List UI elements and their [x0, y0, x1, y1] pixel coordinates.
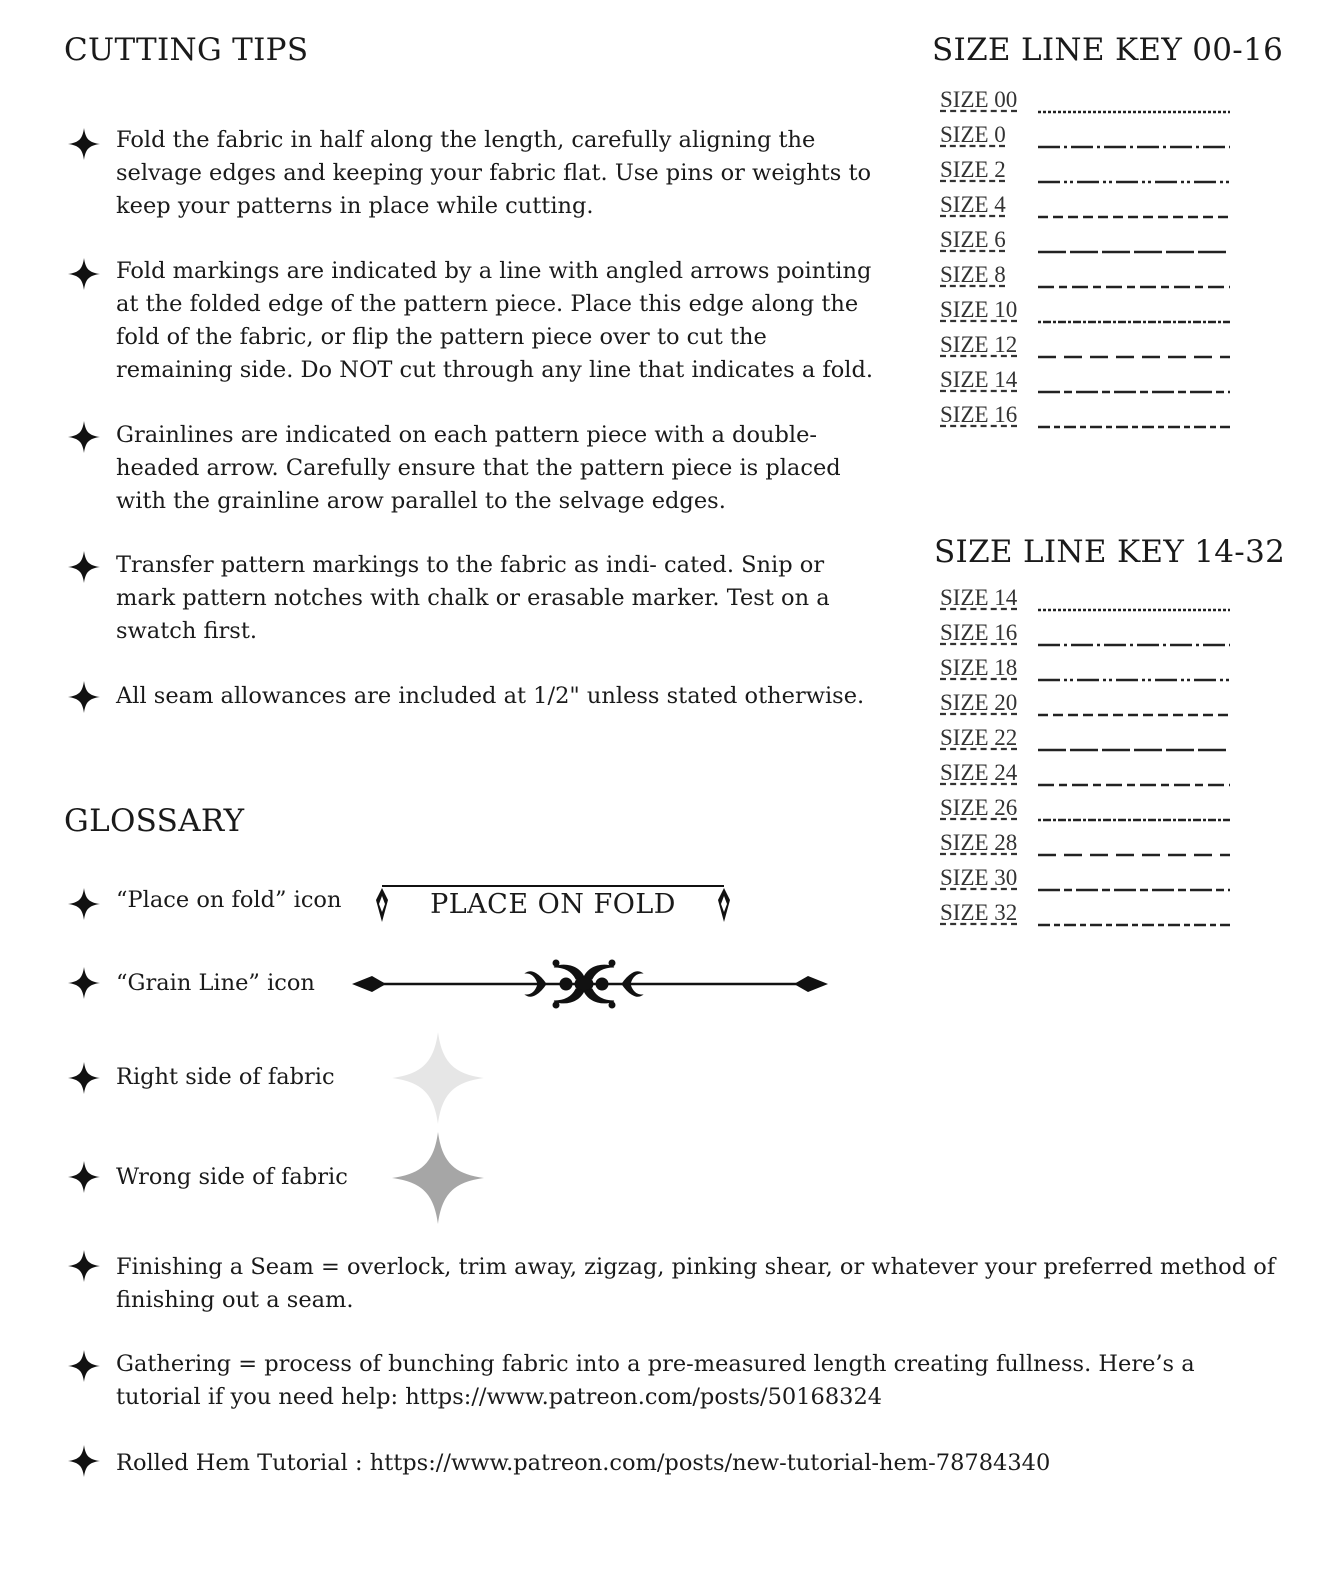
place-on-fold-icon-text: PLACE ON FOLD — [430, 889, 676, 920]
size-label: SIZE 30 — [940, 865, 1018, 890]
size-key-1-heading: SIZE LINE KEY 00-16 — [932, 32, 1284, 68]
size-key-2-row — [938, 759, 1238, 794]
size-key-1-row — [938, 86, 1238, 121]
tip-text: All seam allowances are included at 1/2" unless stated otherwise. — [116, 683, 865, 709]
size-key-1-row — [938, 331, 1238, 366]
size-label: SIZE 2 — [940, 157, 1006, 182]
cutting-tips-heading: CUTTING TIPS — [64, 32, 309, 68]
four-point-star-icon — [67, 1444, 101, 1478]
size-label: SIZE 18 — [940, 655, 1018, 680]
size-key-1-row — [938, 156, 1238, 191]
four-point-star-icon — [67, 1160, 101, 1194]
tip-text: Grainlines are indicated on each pattern piece with a double-headed arrow. Carefully ensure that the pattern piece is placed with the grainline arow parallel to the selvage edges. — [116, 422, 841, 514]
size-key-2-row — [938, 619, 1238, 654]
size-key-1-row — [938, 296, 1238, 331]
size-key-1-row — [938, 261, 1238, 296]
grain-line-label: “Grain Line” icon — [116, 970, 315, 996]
grain-line-icon — [350, 955, 830, 1013]
glossary-heading: GLOSSARY — [64, 803, 245, 839]
size-label: SIZE 4 — [940, 192, 1006, 217]
size-key-2-row — [938, 899, 1238, 934]
size-label: SIZE 24 — [940, 760, 1018, 785]
size-label: SIZE 20 — [940, 690, 1018, 715]
size-key-2-row — [938, 584, 1238, 619]
tip-text: Transfer pattern markings to the fabric as indi- cated. Snip or mark pattern notches with chalk or erasable marker. Test on a swatch first. — [116, 552, 830, 644]
gathering-text: Gathering = process of bunching fabric into a pre-measured length creating fullness. Here’s a tutorial if you need help: https://www.patreon.com/posts/50168324 — [116, 1351, 1195, 1410]
four-point-star-icon — [67, 1061, 101, 1095]
four-point-star-icon — [67, 1349, 101, 1383]
four-point-star-icon — [67, 257, 101, 291]
size-label: SIZE 14 — [940, 367, 1018, 392]
size-label: SIZE 22 — [940, 725, 1018, 750]
size-key-1-row — [938, 191, 1238, 226]
size-label: SIZE 0 — [940, 122, 1006, 147]
size-key-2-list — [938, 584, 1238, 934]
size-label: SIZE 16 — [940, 402, 1018, 427]
four-point-star-icon — [67, 127, 101, 161]
size-label: SIZE 10 — [940, 297, 1018, 322]
size-key-2-row — [938, 864, 1238, 899]
four-point-star-icon — [67, 966, 101, 1000]
tip-text: Fold markings are indicated by a line with angled arrows pointing at the folded edge of the pattern piece. Place this edge along the fold of the fabric, or flip the pattern piece over to cut the remaining side. Do NOT cut through any line that indicates a fold. — [116, 258, 874, 383]
size-label: SIZE 28 — [940, 830, 1018, 855]
size-label: SIZE 6 — [940, 227, 1006, 252]
tip-text: Fold the fabric in half along the length, carefully aligning the selvage edges and keeping your fabric flat. Use pins or weights to keep your patterns in place while cutting. — [116, 127, 872, 219]
size-key-2-row — [938, 724, 1238, 759]
size-key-2-heading: SIZE LINE KEY 14-32 — [934, 534, 1286, 570]
four-point-star-icon — [67, 1249, 101, 1283]
size-label: SIZE 26 — [940, 795, 1018, 820]
rolled-hem-text: Rolled Hem Tutorial : https://www.patreon.com/posts/new-tutorial-hem-78784340 — [116, 1450, 1051, 1476]
right-side-star-icon — [392, 1032, 484, 1124]
size-key-1-row — [938, 366, 1238, 401]
size-label: SIZE 00 — [940, 87, 1018, 112]
place-on-fold-label: “Place on fold” icon — [116, 887, 342, 913]
size-key-2-row — [938, 794, 1238, 829]
size-label: SIZE 12 — [940, 332, 1018, 357]
size-key-2-row — [938, 689, 1238, 724]
finishing-text: Finishing a Seam = overlock, trim away, zigzag, pinking shear, or whatever your preferred method of finishing out a seam. — [116, 1254, 1276, 1313]
wrong-side-star-icon — [392, 1132, 484, 1224]
four-point-star-icon — [67, 420, 101, 454]
four-point-star-icon — [67, 887, 101, 921]
size-key-2-row — [938, 654, 1238, 689]
size-label: SIZE 32 — [940, 900, 1018, 925]
place-on-fold-icon — [368, 878, 738, 926]
size-key-2-row — [938, 829, 1238, 864]
four-point-star-icon — [67, 550, 101, 584]
size-key-1-row — [938, 226, 1238, 261]
size-label: SIZE 16 — [940, 620, 1018, 645]
size-label: SIZE 14 — [940, 585, 1018, 610]
size-label: SIZE 8 — [940, 262, 1006, 287]
four-point-star-icon — [67, 680, 101, 714]
wrong-side-label: Wrong side of fabric — [116, 1164, 348, 1190]
right-side-label: Right side of fabric — [116, 1064, 335, 1090]
size-key-1-list — [938, 86, 1238, 436]
size-key-1-row — [938, 121, 1238, 156]
size-key-1-row — [938, 401, 1238, 436]
